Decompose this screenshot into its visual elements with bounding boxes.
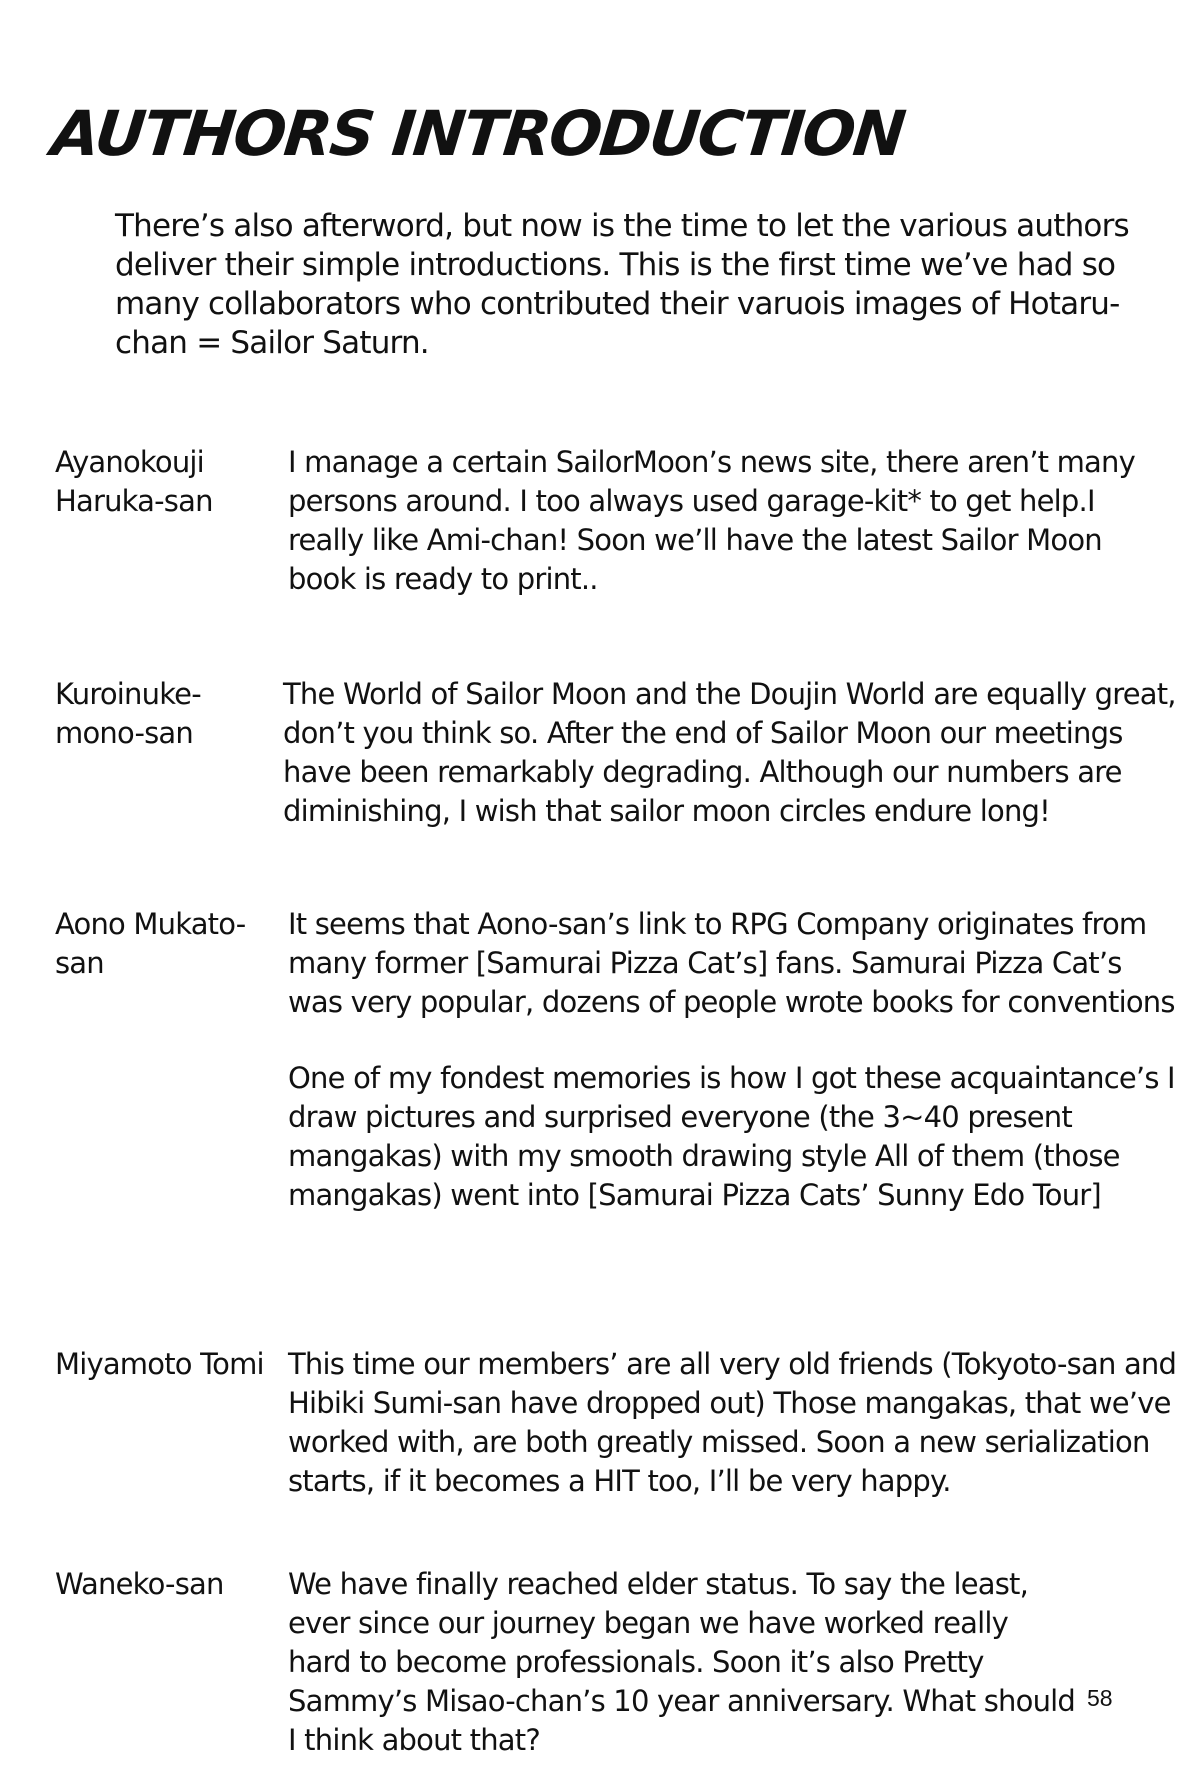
author-name: Kuroinuke-mono-san: [55, 677, 201, 750]
author-name: Ayanokouji Haruka-san: [55, 445, 213, 518]
author-text: [288, 1565, 1078, 1760]
author-paragraph: I manage a certain SailorMoon’s news site, there aren’t many persons around. I too always used garage-kit* to get help.I really like Ami-chan! Soon we’ll have the latest Sailor Moon book is ready to print..: [288, 445, 1135, 596]
author-text: [283, 675, 1193, 831]
page-number: 58: [1087, 1685, 1113, 1711]
page-title: AUTHORS INTRODUCTION: [48, 97, 908, 170]
author-paragraph: One of my fondest memories is how I got these acquaintance’s I draw pictures and surprised everyone (the 3~40 present mangakas) with my smooth drawing style All of them (those mangakas) went into [Samurai Pizza Cats’ Sunny Edo Tour]: [288, 1061, 1175, 1212]
author-paragraph: It seems that Aono-san’s link to RPG Company originates from many former [Samurai Pizza Cat’s] fans. Samurai Pizza Cat’s was very popular, dozens of people wrote books for conventions: [288, 907, 1175, 1019]
author-text: [288, 905, 1178, 1215]
author-text: [288, 1345, 1188, 1501]
author-name: Aono Mukato-san: [55, 907, 246, 980]
author-name: Waneko-san: [55, 1567, 224, 1601]
intro-paragraph: There’s also afterword, but now is the time to let the various authors deliver their simple introductions. This is the first time we’ve had so many collaborators who contributed their varuois images of Hotaru-chan = Sailor Saturn.: [115, 208, 1129, 361]
author-name: Miyamoto Tomi: [55, 1347, 264, 1381]
author-paragraph: This time our members’ are all very old friends (Tokyoto-san and Hibiki Sumi-san have dropped out) Those mangakas, that we’ve worked with, are both greatly missed. Soon a new serialization starts, if it becomes a HIT too, I’ll be very happy.: [288, 1347, 1177, 1498]
author-text: [288, 443, 1148, 599]
author-paragraph: We have finally reached elder status. To say the least, ever since our journey began we have worked really hard to become professionals. Soon it’s also Pretty Sammy’s Misao-chan’s 10 year anniversary. What should I think about that?: [288, 1567, 1076, 1757]
author-paragraph: The World of Sailor Moon and the Doujin World are equally great, don’t you think so. After the end of Sailor Moon our meetings have been remarkably degrading. Although our numbers are diminishing, I wish that sailor moon circles endure long!: [283, 677, 1176, 828]
